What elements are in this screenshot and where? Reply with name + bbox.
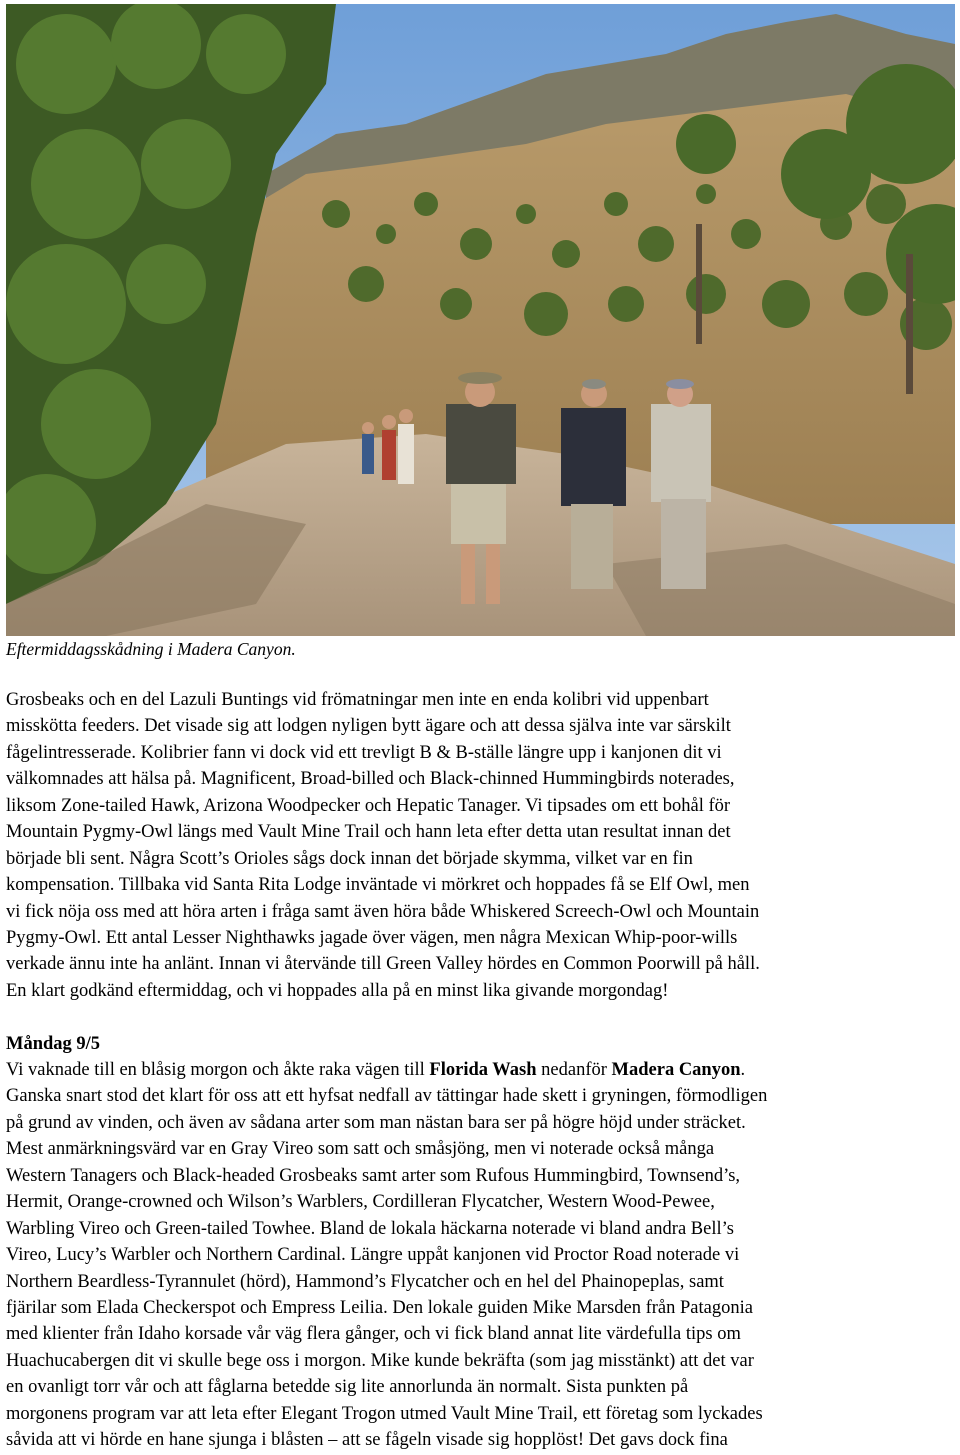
text-line: Hermit, Orange-crowned och Wilson’s Warblers, Cordilleran Flycatcher, Western Wood-Pewee, [6,1192,715,1213]
text-line: en ovanligt torr vår och att fåglarna betedde sig lite annorlunda än normalt. Sista punkten på [6,1377,689,1398]
photo-caption: Eftermiddagsskådning i Madera Canyon. [6,639,296,659]
text-line-first [6,1057,956,1083]
text-line: Grosbeaks och en del Lazuli Buntings vid frömatningar men inte en enda kolibri vid uppenbart [6,690,709,710]
text-line: Vireo, Lucy’s Warbler och Northern Cardinal. Längre uppåt kanjonen vid Proctor Road noterade vi [6,1245,740,1266]
text-line: Pygmy-Owl. Ett antal Lesser Nighthawks jagade över vägen, men några Mexican Whip-poor-wills [6,927,738,948]
text-line: började bli sent. Några Scott’s Orioles sågs dock innan det började skymma, vilket var en fin [6,848,693,869]
place-florida-wash: Florida Wash [429,1060,537,1080]
place-madera-canyon: Madera Canyon [611,1060,741,1080]
text-line: fågelintresserade. Kolibrier fann vi dock vid ett trevligt B & B-ställe längre upp i kanjonen dit vi [6,742,722,763]
text-segment: nedanför [536,1060,612,1080]
text-line: Warbling Vireo och Green-tailed Towhee. Bland de lokala häckarna noterade vi bland andra Bell’s [6,1218,734,1239]
text-line: Western Tanagers och Black-headed Grosbeaks samt arter som Rufous Hummingbird, Townsend’s, [6,1165,741,1186]
text-line: Ganska snart stod det klart för oss att ett hyfsat nedfall av tättingar hade skett i gryningen, förmodligen [6,1086,768,1107]
text-line: verkade ännu inte ha anlänt. Innan vi återvände till Green Valley hördes en Common Poorwill på håll. [6,954,760,975]
text-line: fjärilar som Elada Checkerspot och Empress Leilia. Den lokale guiden Mike Marsden från Patagonia [6,1297,753,1318]
text-line: liksom Zone-tailed Hawk, Arizona Woodpecker och Hepatic Tanager. Vi tipsades om ett bohål för [6,795,731,816]
text-line: morgonens program var att leta efter Elegant Trogon utmed Vault Mine Trail, ett företag som lyckades [6,1403,763,1424]
text-line: Northern Beardless-Tyrannulet (hörd), Hammond’s Flycatcher och en hel del Phainopeplas, samt [6,1271,724,1292]
text-line: med klienter från Idaho korsade vår väg flera gånger, och vi fick bland annat lite värdefulla tips om [6,1324,741,1345]
text-line: såvida att vi hörde en hane sjunga i blåsten – att se fågeln visade sig hopplöst! Det gavs dock fina [6,1430,728,1451]
text-segment: Vi vaknade till en blåsig morgon och åkte raka vägen till [6,1060,430,1080]
text-line: misskötta feeders. Det visade sig att lodgen nyligen bytt ägare och att dessa själva inte var särskilt [6,716,731,737]
text-line: på grund av vinden, och även av sådana arter som man nästan bara ser på högre höjd under sträcket. [6,1112,746,1133]
paragraph-afternoon [6,687,956,1004]
text-line: välkomnades att hälsa på. Magnificent, Broad-billed och Black-chinned Hummingbirds noterades, [6,769,735,790]
text-segment: . [740,1060,746,1080]
section-heading: Måndag 9/5 [6,1034,101,1054]
text-line: vi fick nöja oss med att höra arten i fråga samt även höra både Whiskered Screech-Owl och Mountain [6,901,760,922]
text-line: Huachucabergen dit vi skulle bege oss i morgon. Mike kunde bekräfta (som jag misstänkt) att det var [6,1350,754,1371]
paragraph-monday [6,1057,956,1454]
hikers-photo [6,4,955,636]
text-line: Mountain Pygmy-Owl längs med Vault Mine Trail och hann leta efter detta utan resultat innan det [6,822,731,843]
text-line: kompensation. Tillbaka vid Santa Rita Lodge inväntade vi mörkret och hoppades få se Elf Owl, men [6,875,750,896]
text-line: En klart godkänd eftermiddag, och vi hoppades alla på en minst lika givande morgondag! [6,980,669,1001]
text-line: Mest anmärkningsvärd var en Gray Vireo som satt och småsjöng, men vi noterade också många [6,1139,715,1160]
